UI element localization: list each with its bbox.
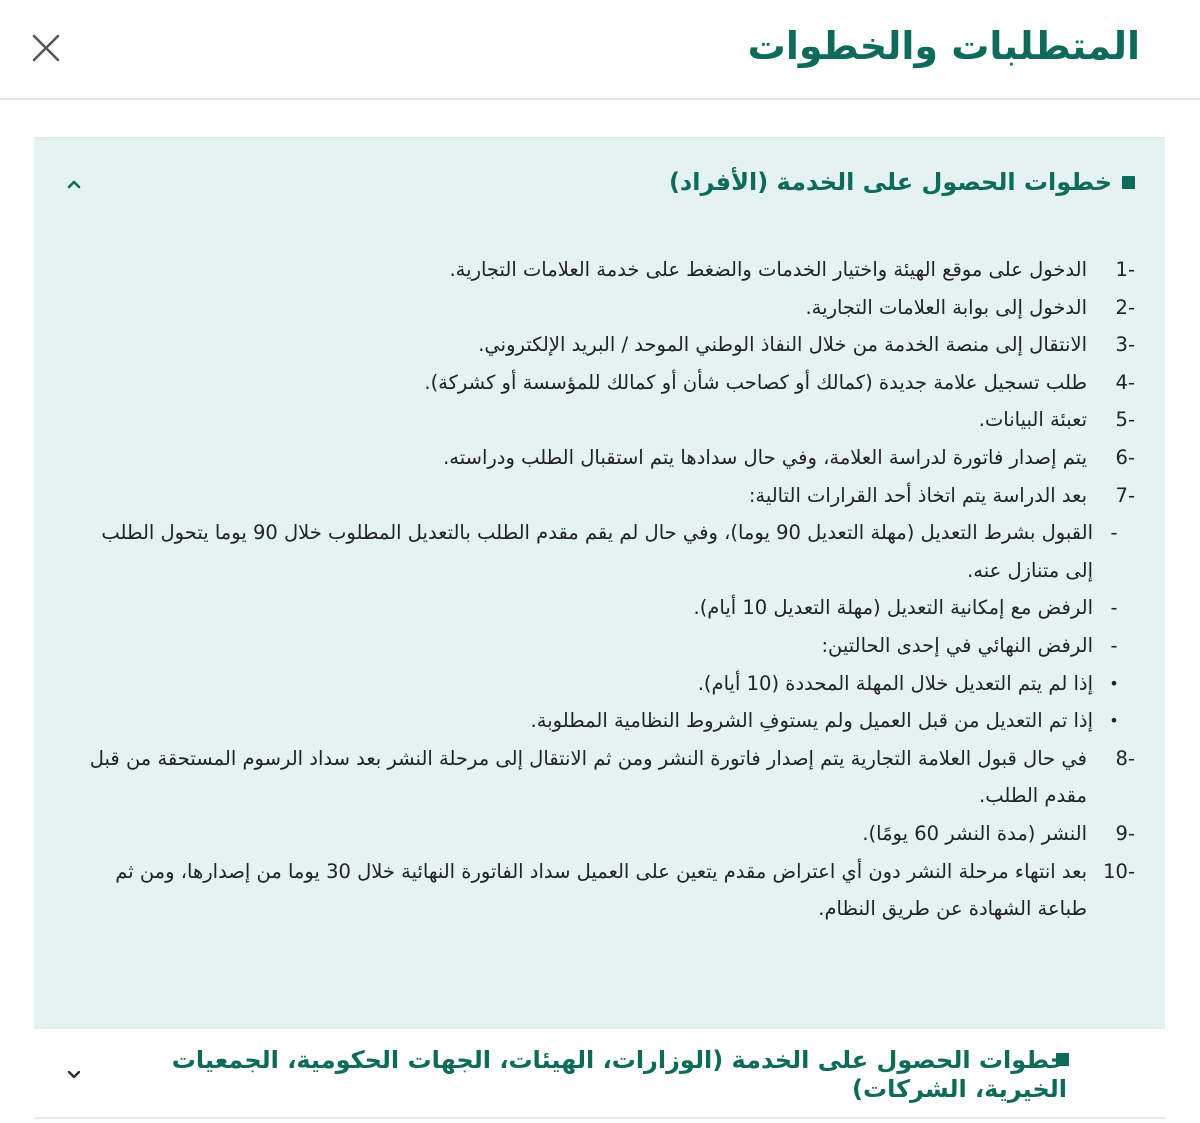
accordion-title-entities: خطوات الحصول على الخدمة (الوزارات، الهيئات، الجهات الحكومية، الجمعيات الخيرية، الشركات) [171, 1046, 1067, 1103]
square-bullet-icon [1122, 176, 1135, 189]
step-number: -1 [1115, 258, 1135, 281]
step-text: بعد انتهاء مرحلة النشر دون أي اعتراض مقدم يتعين على العميل سداد الفاتورة النهائية خلال 30 يوما من إصدارها، ومن ثم طباعة الشهادة عن طريق النظام. [115, 859, 1087, 921]
step-number: -10 [1103, 859, 1135, 883]
list-item [75, 439, 1135, 477]
step-text: يتم إصدار فاتورة لدراسة العلامة، وفي حال سدادها يتم استقبال الطلب ودراسته. [443, 445, 1087, 469]
chevron-down-icon[interactable] [64, 1065, 84, 1085]
list-item [75, 514, 1135, 589]
dash-marker: - [1110, 521, 1118, 545]
bullet-marker: • [1109, 673, 1119, 693]
accordion-title-individuals: خطوات الحصول على الخدمة (الأفراد) [668, 168, 1112, 196]
accordion-entities[interactable] [34, 1027, 1165, 1119]
list-item [75, 627, 1135, 665]
case-text: إذا تم التعديل من قبل العميل ولم يستوفِ الشروط النظامية المطلوبة. [530, 709, 1093, 733]
step-text: الدخول إلى بوابة العلامات التجارية. [805, 295, 1087, 319]
page-title: المتطلبات والخطوات [747, 24, 1140, 68]
accordion-title-wrapper [669, 168, 1135, 196]
step-number: -5 [1115, 408, 1135, 432]
accordion-header-individuals[interactable] [64, 168, 1135, 204]
list-item [75, 364, 1135, 402]
list-item [75, 665, 1135, 703]
step-number: -3 [1115, 333, 1135, 357]
list-item [75, 589, 1135, 627]
step-number: -8 [1115, 746, 1135, 770]
case-text: إذا لم يتم التعديل خلال المهلة المحددة (10 أيام). [697, 671, 1093, 695]
list-item [75, 251, 1135, 289]
step-text: طلب تسجيل علامة جديدة (كمالك أو كصاحب شأن أو كمالك للمؤسسة أو كشركة). [424, 370, 1087, 394]
bullet-marker: • [1109, 711, 1119, 731]
step-text: تعبئة البيانات. [978, 408, 1087, 432]
list-item [75, 815, 1135, 853]
list-item [75, 477, 1135, 515]
step-number: -9 [1115, 821, 1135, 845]
step-text: النشر (مدة النشر 60 يومًا). [862, 821, 1087, 845]
accordion-individuals [34, 137, 1165, 1027]
decision-text: الرفض مع إمكانية التعديل (مهلة التعديل 10 أيام). [693, 596, 1093, 620]
list-item [75, 289, 1135, 327]
list-item [75, 853, 1135, 928]
close-icon [30, 32, 62, 64]
list-item [75, 740, 1135, 815]
dash-marker: - [1110, 596, 1118, 620]
step-number: -2 [1115, 295, 1135, 319]
list-item [75, 326, 1135, 364]
dash-marker: - [1110, 633, 1118, 657]
close-button[interactable] [30, 32, 62, 64]
steps-list [75, 251, 1135, 928]
step-text: بعد الدراسة يتم اتخاذ أحد القرارات التالية: [748, 483, 1087, 507]
list-item [75, 401, 1135, 439]
decision-text: الرفض النهائي في إحدى الحالتين: [821, 633, 1093, 657]
step-number: -6 [1115, 445, 1135, 469]
step-text: الدخول على موقع الهيئة واختيار الخدمات والضغط على خدمة العلامات التجارية. [449, 258, 1087, 281]
decision-text: القبول بشرط التعديل (مهلة التعديل 90 يوما)، وفي حال لم يقم مقدم الطلب بالتعديل المطلوب خلال 90 يوما يتحول الطلب إلى متنازل عنه. [101, 521, 1093, 582]
step-number: -4 [1115, 370, 1135, 394]
step-number: -7 [1115, 483, 1135, 507]
step-text: الانتقال إلى منصة الخدمة من خلال النفاذ الوطني الموحد / البريد الإلكتروني. [478, 333, 1087, 357]
step-text: في حال قبول العلامة التجارية يتم إصدار فاتورة النشر ومن ثم الانتقال إلى مرحلة النشر بعد سداد الرسوم المستحقة من قبل مقدم الطلب. [89, 746, 1087, 808]
list-item [75, 702, 1135, 740]
chevron-up-icon[interactable] [64, 174, 84, 194]
modal-header [0, 0, 1200, 100]
